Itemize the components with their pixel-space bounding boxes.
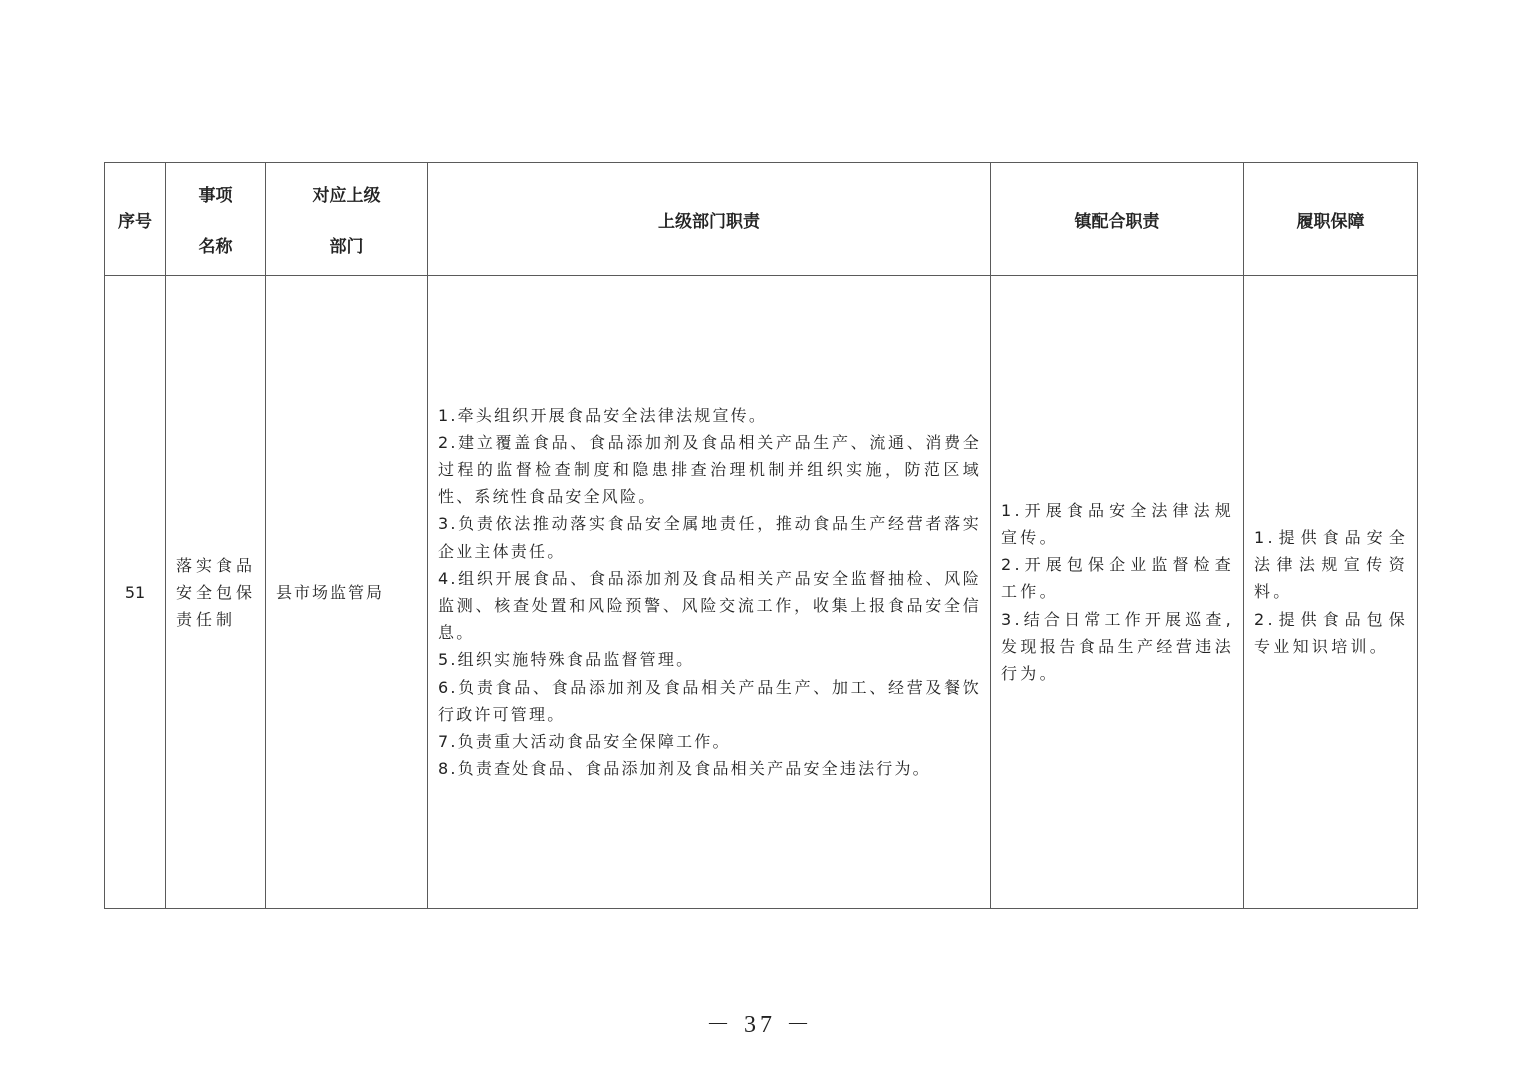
town-duty-item: 2.开展包保企业监督检查工作。 <box>1001 555 1234 602</box>
upper-duty-item: 5.组织实施特殊食品监督管理。 <box>438 650 695 670</box>
upper-dept-text: 县市场监管局 <box>276 582 385 602</box>
cell-item-name <box>166 276 266 909</box>
upper-duty-item: 7.负责重大活动食品安全保障工作。 <box>438 732 731 752</box>
cell-upper-duties <box>428 276 991 909</box>
upper-duty-item: 8.负责查处食品、食品添加剂及食品相关产品安全违法行为。 <box>438 759 931 779</box>
cell-upper-dept <box>266 276 428 909</box>
cell-seq: 51 <box>105 276 166 909</box>
upper-duty-item: 3.负责依法推动落实食品安全属地责任，推动食品生产经营者落实企业主体责任。 <box>438 514 981 561</box>
upper-duty-item: 4.组织开展食品、食品添加剂及食品相关产品安全监督抽检、风险监测、核查处置和风险预警、风险交流工作，收集上报食品安全信息。 <box>438 568 981 643</box>
item-name-text: 落实食品安全包保责任制 <box>176 555 257 629</box>
town-duty-item: 1.开展食品安全法律法规宣传。 <box>1001 500 1234 547</box>
header-item-name-line2: 名称 <box>198 237 233 257</box>
header-upper-dept-line2: 部门 <box>329 237 364 257</box>
town-duty-item: 3.结合日常工作开展巡查,发现报告食品生产经营违法行为。 <box>1001 609 1234 683</box>
cell-town-duties <box>991 276 1244 909</box>
guarantee-item: 2.提供食品包保专业知识培训。 <box>1254 609 1408 656</box>
page-number: － 37 － <box>706 1012 814 1038</box>
header-guarantee: 履职保障 <box>1244 163 1418 276</box>
duty-table <box>104 162 1418 909</box>
guarantee-item: 1.提供食品安全法律法规宣传资料。 <box>1254 527 1408 602</box>
table-row <box>105 276 1418 909</box>
header-town-duty: 镇配合职责 <box>991 163 1244 276</box>
cell-guarantees <box>1244 276 1418 909</box>
upper-duty-item: 1.牵头组织开展食品安全法律法规宣传。 <box>438 405 768 425</box>
header-upper-dept <box>266 163 428 276</box>
upper-duty-item: 2.建立覆盖食品、食品添加剂及食品相关产品生产、流通、消费全过程的监督检查制度和隐患排查治理机制并组织实施，防范区域性、系统性食品安全风险。 <box>438 432 981 507</box>
header-item-name-line1: 事项 <box>198 186 233 206</box>
header-seq: 序号 <box>105 163 166 276</box>
header-upper-duty: 上级部门职责 <box>428 163 991 276</box>
header-row <box>105 163 1418 276</box>
header-item-name <box>166 163 266 276</box>
upper-duty-item: 6.负责食品、食品添加剂及食品相关产品生产、加工、经营及餐饮行政许可管理。 <box>438 677 981 724</box>
header-upper-dept-line1: 对应上级 <box>312 186 381 206</box>
